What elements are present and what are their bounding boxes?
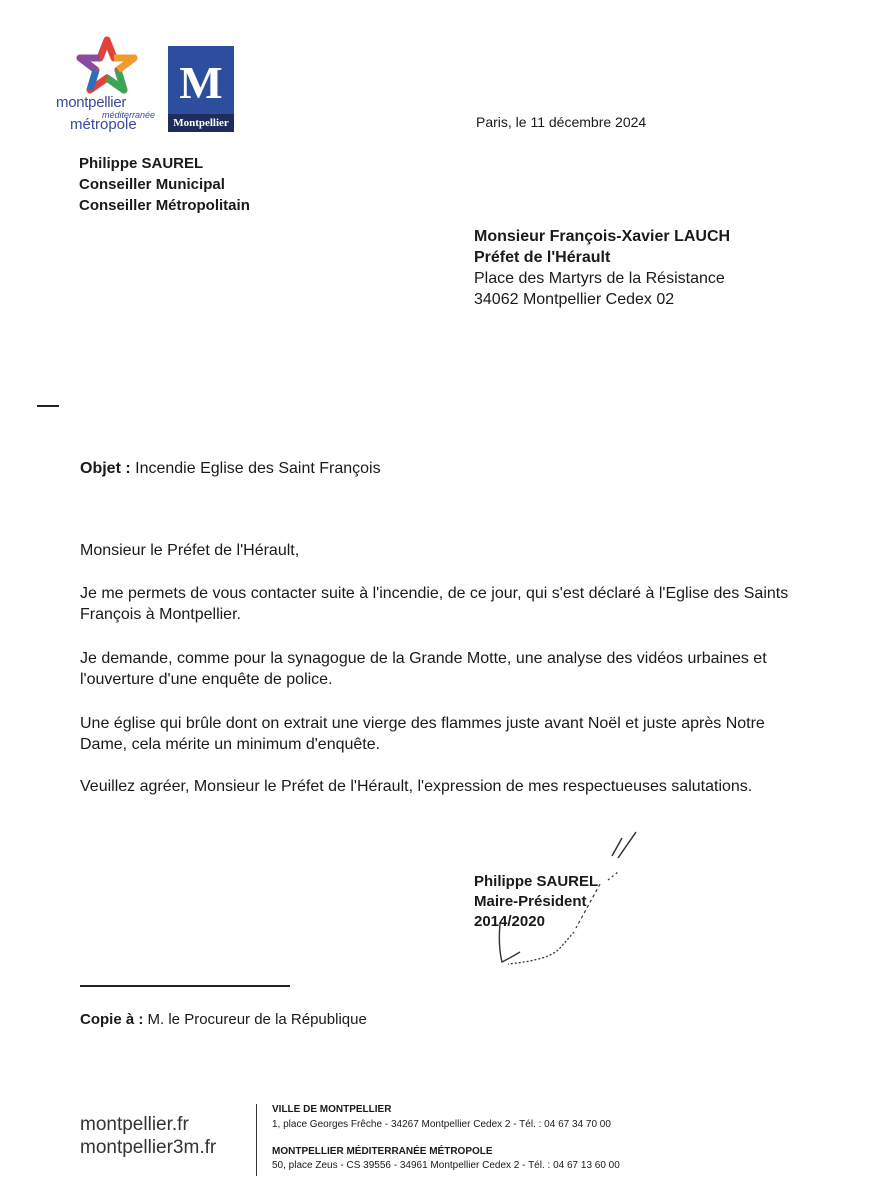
ville-logo-letter: M	[179, 57, 223, 108]
sender-role-1: Conseiller Municipal	[79, 176, 225, 193]
body-paragraph-2: Je demande, comme pour la synagogue de la Grande Motte, une analyse des vidéos urbaines et l'ouverture d'une enquête de police.	[80, 650, 767, 688]
ville-montpellier-logo	[168, 46, 234, 132]
metropole-logo-line1: montpellier	[56, 94, 127, 111]
subject-line	[80, 460, 381, 478]
metropole-logo-line3: métropole	[70, 116, 137, 133]
recipient-address-1: Place des Martyrs de la Résistance	[474, 270, 725, 287]
footer-org-2-address: 50, place Zeus - CS 39556 - 34961 Montpellier Cedex 2 - Tél. : 04 67 13 60 00	[272, 1160, 620, 1171]
closing-paragraph: Veuillez agréer, Monsieur le Préfet de l'Hérault, l'expression de mes respectueuses salutations.	[80, 778, 753, 795]
salutation: Monsieur le Préfet de l'Hérault,	[80, 542, 300, 559]
signature-years: 2014/2020	[474, 913, 545, 930]
recipient-block	[474, 226, 730, 310]
subject-text: Incendie Eglise des Saint François	[135, 460, 381, 477]
recipient-name: Monsieur François-Xavier LAUCH	[474, 228, 731, 245]
footer-org-2-name: MONTPELLIER MÉDITERRANÉE MÉTROPOLE	[272, 1146, 493, 1157]
ville-logo-band: Montpellier	[168, 114, 234, 132]
signature-title: Maire-Président	[474, 893, 587, 910]
footer-org-1-address: 1, place Georges Frêche - 34267 Montpellier Cedex 2 - Tél. : 04 67 34 70 00	[272, 1119, 611, 1130]
footer-website-1: montpellier.fr	[80, 1114, 189, 1135]
fold-mark	[37, 405, 59, 407]
body-paragraph-3: Une église qui brûle dont on extrait une vierge des flammes juste avant Noël et juste après Notre Dame, cela mérite un minimum d'enquête.	[80, 715, 765, 753]
signature-block	[474, 872, 598, 932]
copy-line	[80, 1011, 367, 1028]
metropole-logo	[52, 36, 162, 136]
subject-label: Objet :	[80, 460, 131, 477]
footer-divider	[256, 1104, 257, 1176]
star-icon	[76, 36, 138, 96]
footer-org-1-name: VILLE DE MONTPELLIER	[272, 1104, 392, 1115]
copy-divider	[80, 985, 290, 987]
recipient-address-2: 34062 Montpellier Cedex 02	[474, 291, 675, 308]
copy-recipient: M. le Procureur de la République	[147, 1011, 367, 1028]
metropole-logo-line2: méditerranée	[102, 110, 156, 120]
copy-label: Copie à :	[80, 1011, 144, 1028]
sender-block	[79, 153, 250, 216]
body-paragraph-1: Je me permets de vous contacter suite à l'incendie, de ce jour, qui s'est déclaré à l'Eglise des Saints François à Montpellier.	[80, 585, 789, 623]
signature-name: Philippe SAUREL	[474, 873, 599, 890]
sender-name: Philippe SAUREL	[79, 155, 204, 172]
letter-date: Paris, le 11 décembre 2024	[476, 114, 647, 130]
sender-role-2: Conseiller Métropolitain	[79, 197, 250, 214]
recipient-title: Préfet de l'Hérault	[474, 249, 611, 266]
footer-website-2: montpellier3m.fr	[80, 1137, 217, 1158]
